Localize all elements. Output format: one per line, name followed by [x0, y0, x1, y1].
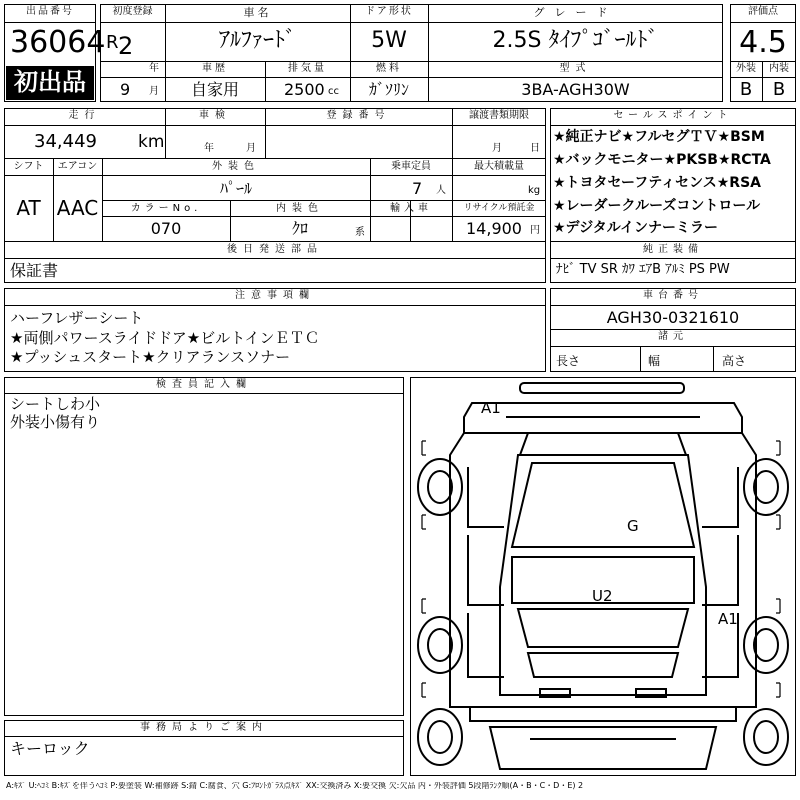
dims-title: 諸元: [658, 331, 688, 342]
interior-grade-label: 内装: [769, 63, 789, 74]
displacement-label: 排気量: [288, 63, 327, 74]
exterior-grade: B: [739, 79, 753, 100]
later-docs-label: 後日発送部品: [227, 244, 323, 255]
inspection-label: 車検: [199, 110, 231, 121]
chassis-number: AGH30-0321610: [606, 308, 740, 327]
history-label: 車歴: [202, 63, 228, 74]
recycle-unit: 円: [530, 225, 540, 236]
color-no-label: カラーNo.: [130, 203, 202, 214]
inspector-line: シートしわ小: [10, 395, 101, 413]
equipment-title: 純正装備: [643, 244, 703, 255]
fuel: ｶﾞｿﾘﾝ: [368, 80, 409, 99]
recycle-label: リサイクル預託金: [463, 203, 535, 213]
ext-color-label: 外装色: [212, 161, 260, 172]
grade: 2.5S ﾀｲﾌﾟｺﾞｰﾙﾄﾞ: [492, 28, 659, 53]
notes-line: ハーフレザーシート: [10, 309, 144, 327]
mileage-label: 走行: [68, 110, 101, 121]
sales-point-line: ★トヨタセーフティセンス★RSA: [553, 175, 761, 191]
inspector-line: 外装小傷有り: [10, 413, 101, 431]
chassis-title: 車台番号: [643, 290, 703, 301]
notes-title: 注意事項欄: [235, 290, 315, 301]
interior-grade: B: [772, 79, 786, 100]
transfer-day-unit: 日: [530, 143, 540, 154]
notes-line: ★プッシュスタート★クリアランスソナー: [10, 348, 291, 366]
displacement-unit: cc: [328, 86, 339, 97]
inspector-title: 検査員記入欄: [156, 379, 252, 390]
grade-label: グレード: [533, 6, 618, 19]
damage-mark: A1: [718, 610, 738, 628]
score: 4.5: [739, 25, 787, 60]
equipment: ﾅﾋﾞ TV SR ｶﾜ ｴｱB ｱﾙﾐ PS PW: [556, 262, 730, 277]
mileage-unit: km: [138, 132, 165, 152]
recycle: 14,900: [466, 219, 522, 238]
sales-points-title: セールスポイント: [613, 110, 733, 121]
int-color-unit: 系: [355, 227, 365, 238]
year-unit: 年: [149, 63, 159, 74]
mileage: 34,449: [34, 131, 97, 152]
max-load-label: 最大積載量: [474, 161, 524, 172]
transfer-label: 譲渡書類期限: [469, 110, 529, 121]
damage-mark: G: [627, 517, 639, 535]
ext-color: ﾊﾟｰﾙ: [219, 179, 252, 198]
damage-mark: U2: [592, 587, 613, 605]
first-listing-text: 初出品: [14, 68, 86, 96]
max-load-unit: kg: [528, 185, 541, 196]
lot-number: 36064: [10, 25, 106, 60]
score-label: 評価点: [748, 6, 778, 17]
car-name: ｱﾙﾌｧｰﾄﾞ: [218, 28, 296, 53]
int-color-label: 内装色: [276, 203, 324, 214]
capacity-unit: 人: [436, 185, 446, 196]
sales-point-line: ★レーダークルーズコントロール: [553, 198, 761, 214]
color-no: 070: [150, 219, 182, 238]
legend: A:ｷｽﾞ U:ﾍｺﾐ B:ｷｽﾞを伴うﾍｺﾐ P:要塗装 W:補修跡 S:錆 C:腐食、穴 G:ﾌﾛﾝﾄｶﾞﾗｽ点ｷｽﾞ XX:交換済み X:要交換 欠:欠品 内・外装評価 5段階ﾗﾝｸ順(A・B・C・D・E) 2: [6, 782, 584, 790]
door: 5W: [371, 28, 407, 53]
registration-label: 登録番号: [326, 110, 391, 121]
shift-label: シフト: [13, 161, 44, 172]
sales-point-line: ★バックモニター★PKSB★RCTA: [553, 152, 771, 168]
later-docs: 保証書: [10, 261, 59, 280]
year: 2: [118, 32, 134, 60]
capacity: 7: [412, 179, 423, 198]
sales-point-line: ★純正ナビ★フルセグＴＶ★BSM: [553, 129, 765, 145]
lot-label: 出品番号: [26, 6, 74, 17]
capacity-label: 乗車定員: [391, 161, 431, 172]
sales-point-line: ★デジタルインナーミラー: [553, 220, 719, 236]
month: 9: [120, 80, 131, 99]
aircon-label: エアコン: [57, 161, 98, 172]
car-diagram: [410, 377, 796, 776]
import-label: 輸入車: [390, 203, 432, 214]
int-color: ｸﾛ: [291, 219, 308, 238]
era: R: [106, 32, 119, 53]
office-note: キーロック: [10, 739, 90, 758]
fuel-label: 燃料: [376, 63, 402, 74]
first-reg-label: 初度登録: [112, 6, 153, 17]
history: 自家用: [190, 80, 239, 99]
exterior-grade-label: 外装: [736, 63, 756, 74]
shift: AT: [16, 196, 41, 220]
car-name-label: 車名: [243, 6, 272, 19]
model: 3BA-AGH30W: [521, 80, 630, 99]
damage-mark: A1: [481, 399, 501, 417]
displacement: 2500: [284, 80, 325, 99]
inspection-year-unit: 年: [204, 143, 214, 154]
door-label: ドア形状: [365, 6, 413, 17]
model-label: 型式: [559, 63, 592, 74]
width-label: 幅: [648, 354, 661, 368]
aircon: AAC: [56, 196, 99, 220]
month-unit: 月: [149, 86, 159, 97]
height-label: 高さ: [722, 354, 747, 368]
office-title: 事務局よりご案内: [140, 722, 268, 733]
transfer-month-unit: 月: [492, 143, 502, 154]
inspection-month-unit: 月: [246, 143, 256, 154]
notes-line: ★両側パワースライドドア★ビルトインＥＴＣ: [10, 329, 320, 347]
length-label: 長さ: [556, 354, 581, 368]
